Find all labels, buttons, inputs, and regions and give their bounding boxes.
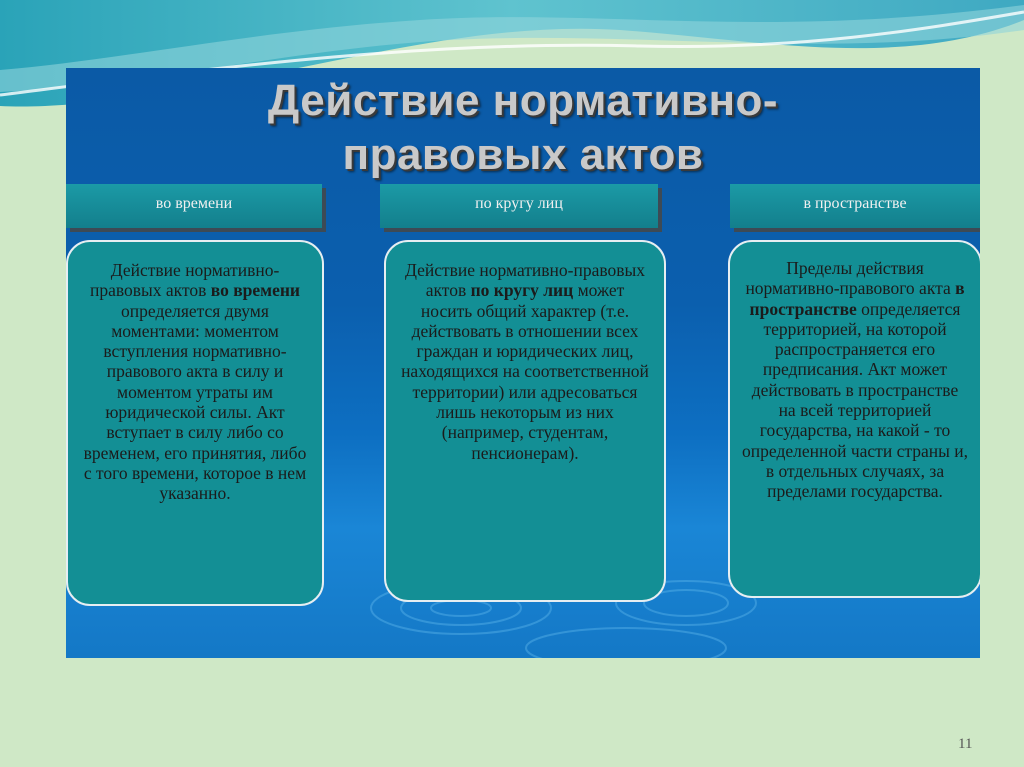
card-time-text-b: определяется двумя моментами: моментом вступления нормативно-правового акта в силу и моментом утраты им юридической силы. Акт вступает в силу либо со временем, его принятия, либо с того времени, которое в нем указанно. (83, 300, 307, 504)
card-persons-bold: по кругу лиц (470, 280, 574, 301)
header-space (730, 184, 980, 228)
card-time (66, 240, 324, 606)
card-space-bold: в пространстве (749, 278, 965, 319)
card-time-bold: во времени (210, 280, 301, 301)
card-persons-text-b: может носить общий характер (т.е. действовать в отношении всех граждан и юридических лиц, находящихся на соответственной территории) или адресоваться лишь некоторым из них (например, студентам, пенсионерам). (401, 280, 649, 463)
page-number: 11 (958, 736, 973, 752)
card-space-text-a: Пределы действия нормативно-правового акта (745, 258, 956, 299)
slide-panel (66, 68, 980, 658)
card-space (728, 240, 980, 598)
header-persons (380, 184, 658, 228)
card-time-text-a: Действие нормативно-правовых актов (89, 260, 280, 301)
page-title (66, 74, 980, 182)
header-time-label: во времени (155, 195, 233, 212)
header-persons-label: по кругу лиц (475, 195, 563, 212)
title-line-1: Действие нормативно- (267, 76, 779, 125)
card-space-text-b: определяется территорией, на которой распространяется его предписания. Акт может действовать в пространстве на всей территорией государства, на какой - то определенной части страны и, в отдельных случаях, за пределами государства. (742, 298, 968, 502)
header-space-label: в пространстве (803, 195, 907, 212)
card-persons (384, 240, 666, 602)
card-persons-text-a: Действие нормативно-правовых актов (404, 260, 646, 301)
title-line-2: правовых актов (342, 130, 704, 179)
header-time (66, 184, 322, 228)
